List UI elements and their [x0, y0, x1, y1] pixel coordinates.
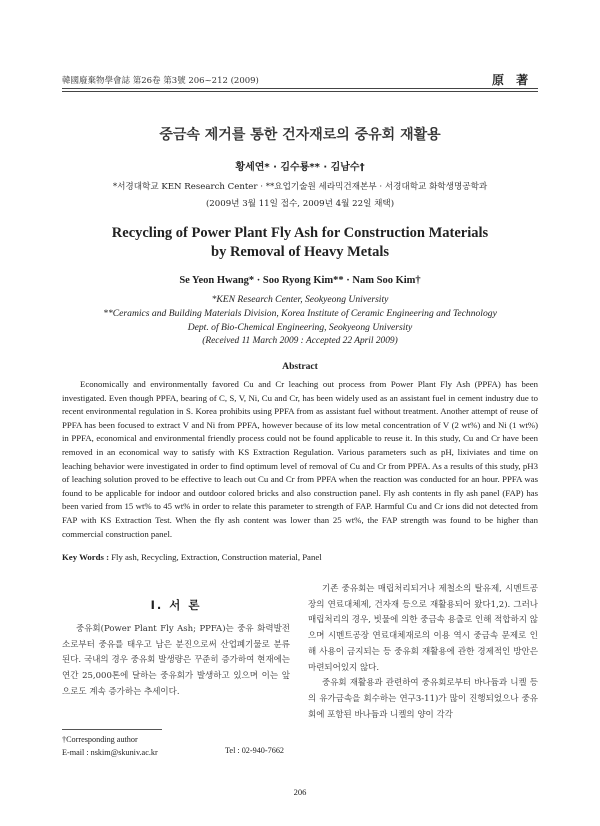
- english-title: [40, 224, 560, 262]
- author-email: E-mail : nskim@skuniv.ac.kr: [62, 748, 158, 757]
- right-column: [308, 582, 538, 723]
- english-authors: Se Yeon Hwang* · Soo Ryong Kim** · Nam Soo Kim†: [179, 275, 421, 286]
- keywords: [62, 552, 322, 562]
- english-dates: (Received 11 March 2009 : Accepted 22 April 2009): [202, 336, 398, 346]
- keywords-text: Fly ash, Recycling, Extraction, Construction material, Panel: [109, 552, 322, 562]
- left-column: [62, 622, 290, 701]
- header-rule-thin: [62, 91, 538, 92]
- affiliation-3: Dept. of Bio-Chemical Engineering, Seokyeong University: [187, 322, 413, 333]
- header-rule: [62, 88, 538, 89]
- page-number: 206: [293, 787, 307, 797]
- english-title-line2: by Removal of Heavy Metals: [211, 244, 389, 260]
- abstract-text: Economically and environmentally favored Cu and Cr leaching out process from Power Plant Fly Ash (PPFA) has been investigated. Even though PPFA, bearing of C, S, V, Ni, Cu and Cr, has been widely used as an assistant fuel in cement industry due to recent environmental regulation in S. Korea prohibits using PPFA from as assistant fuel without treatment. Another attempt of reuse of PPFA has been focused to extract V and Ni from PPFA, however because of its low metal concentration of V (2 wt%) and Ni (1 wt%) in PPFA, economical and environmental friendly process could not be found applicable to reuse it. In this study, Cu and Cr have been removed in an economical way to satisfy with KS Extraction Regulation. Various parameters such as pH, lixiviates and time on leaching behavior were investigated in order to find optimum level of removal of Cu and Cr from PPFA. As a results of this study, pH3 of leaching solution proved to be effective to leach out Cu and Cr from PPFA when the reaction was conducted for an hour. PPFA was found to be applicable for indoor and outdoor colored bricks and also construction panel. Fly ash contents in fly ash panel (FAP) has been varied from 15 wt% to 45 wt% in order to relate this parameter to strength of FAP. Harmful Cu and Cr ions did not detected from FAP with KS Extraction Test. When the fly ash content was lower than 25 wt%, the FAP strength was found to be higher than commercial construction panel.: [62, 379, 538, 539]
- korean-authors: 황세연* · 김수룡** · 김남수†: [235, 162, 365, 173]
- affiliation-1: *KEN Research Center, Seokyeong University: [211, 294, 389, 305]
- footnote: [62, 733, 158, 759]
- article-type-label: 原 著: [492, 73, 533, 87]
- corresponding-author: †Corresponding author: [62, 735, 138, 744]
- intro-paragraph-3: 중유회 재활용과 관련하여 중유회로부터 바나듐과 니켈 등의 유가금속을 회수하는 연구3-11)가 많이 진행되었으나 중유회에 포함된 바나듐과 니켈의 양이 각각: [308, 678, 538, 720]
- intro-paragraph-1: 중유회(Power Plant Fly Ash; PPFA)는 중유 화력발전소로부터 중유를 태우고 남은 분진으로써 산업폐기물로 분류된다. 국내의 경우 중유회 발생량은 꾸준히 증가하여 현재에는 연간 25,000톤에 달하는 중유회가 발생하고 있으며 이는 앞으로도 계속 증가하는 추세이다.: [62, 624, 290, 697]
- keywords-label: Key Words :: [62, 552, 109, 562]
- abstract-heading: Abstract: [282, 361, 318, 372]
- journal-header: 韓國廢棄物學會誌 第26卷 第3號 206~212 (2009): [62, 76, 259, 86]
- section-heading-introduction: I. 서 론: [150, 598, 202, 612]
- english-affiliations: [40, 293, 560, 335]
- footnote-rule: [62, 729, 162, 730]
- korean-dates: (2009년 3월 11일 접수, 2009년 4월 22일 채택): [205, 199, 395, 209]
- korean-affiliation: *서경대학교 KEN Research Center · **요업기술원 세라믹건재본부 · 서경대학교 화학생명공학과: [112, 182, 488, 192]
- intro-paragraph-2: 기존 중유회는 매립처리되거나 제철소의 탈유제, 시멘트공장의 연료대체제, 건자재 등으로 재활용되어 왔다1,2). 그러나 매립처리의 경우, 빗물에 의한 중금속 용출로 인해 적합하지 않으며 시멘트공장 연료대체재로의 이용 역시 중금속 문제로 인해 사용이 금지되는 등 중유회 재활용에 관한 경제적인 방안은 마련되어있지 않다.: [308, 584, 538, 673]
- affiliation-2: **Ceramics and Building Materials Division, Korea Institute of Ceramic Engineering and Technology: [103, 308, 497, 319]
- korean-title: 중금속 제거를 통한 건자재로의 중유회 재활용: [159, 127, 441, 143]
- english-title-line1: Recycling of Power Plant Fly Ash for Construction Materials: [111, 225, 489, 241]
- author-tel: Tel : 02-940-7662: [225, 746, 285, 755]
